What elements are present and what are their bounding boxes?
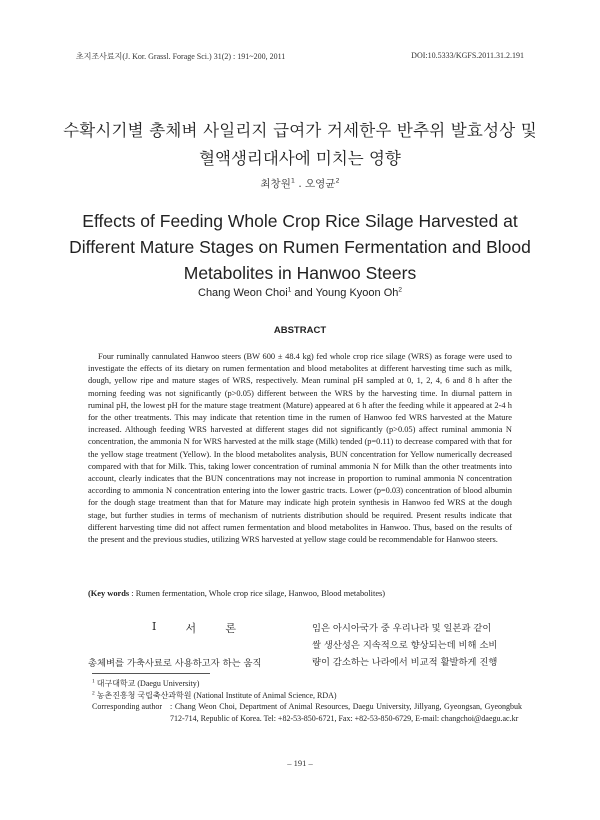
english-title-line-1: Effects of Feeding Whole Crop Rice Silage Harvested at (82, 211, 518, 231)
journal-citation: 초지조사료지(J. Kor. Grassl. Forage Sci.) 31(2) : 191~200, 2011 (76, 52, 286, 61)
running-head (76, 51, 524, 62)
author-separator: . (294, 178, 305, 190)
section-heading-introduction (152, 620, 236, 636)
english-author-1-affil: 1 (287, 286, 292, 294)
footnotes (92, 678, 522, 724)
abstract-heading: ABSTRACT (273, 325, 327, 336)
english-author-1: Chang Weon Choi (198, 287, 288, 299)
body-right-line-1: 임은 아시아국가 중 우리나라 및 일본과 같이 (312, 623, 492, 634)
section-numeral: Ⅰ (152, 620, 157, 633)
korean-author-2-affil: 2 (335, 176, 340, 185)
author-conjunction: and (291, 287, 316, 299)
keywords-text: Rumen fermentation, Whole crop rice silage, Hanwoo, Blood metabolites) (135, 589, 386, 598)
korean-author-2: 오영균 (305, 178, 336, 190)
english-title-line-3: Metabolites in Hanwoo Steers (183, 263, 417, 283)
footnote-divider (92, 673, 210, 674)
english-author-2-affil: 2 (398, 286, 402, 294)
body-right-line-2: 쌀 생산성은 지속적으로 향상되는데 비해 소비 (312, 640, 498, 651)
english-authors (0, 287, 600, 299)
section-title-char-2: 론 (225, 622, 236, 635)
korean-author-1: 최창원 (260, 178, 291, 190)
page-number: – 191 – (287, 758, 313, 768)
english-title-line-2: Different Mature Stages on Rumen Fermentation and Blood (69, 237, 531, 257)
korean-authors (0, 176, 600, 191)
doi: DOI:10.5333/KGFS.2011.31.2.191 (411, 51, 524, 60)
body-right-column (312, 620, 518, 671)
keywords-separator: : (129, 589, 136, 598)
footnote-2-mark: 2 (92, 689, 95, 696)
section-title-char-1: 서 (185, 622, 197, 635)
english-author-2: Young Kyoon Oh (315, 287, 399, 299)
keywords-label: (Key words (88, 589, 130, 598)
footnote-1-text: 대구대학교 (Daegu University) (96, 679, 200, 688)
corresponding-author-label: Corresponding author (92, 702, 162, 712)
corresponding-author-details: : Chang Weon Choi, Department of Animal Resources, Daegu University, Jillyang, Gyeongsan, Gyeongbuk 712-714, Republic of Korea. Tel: +82-53-850-6721, Fax: +82-53-850-6729, E-mail: changchoi@daegu.ac.kr (170, 702, 522, 723)
footnote-2-text: 농촌진흥청 국립축산과학원 (National Institute of Animal Science, RDA) (96, 690, 337, 700)
korean-title-line-2: 혈액생리대사에 미치는 영향 (199, 149, 401, 168)
keywords (88, 589, 528, 598)
body-right-line-3: 량이 감소하는 나라에서 비교적 활발하게 진행 (312, 657, 498, 668)
korean-author-1-affil: 1 (290, 176, 295, 185)
footnote-2 (92, 690, 522, 702)
footnote-1 (92, 678, 522, 690)
korean-title-line-1: 수확시기별 총체벼 사일리지 급여가 거세한우 반추위 발효성상 및 (63, 121, 537, 140)
abstract-body: Four ruminally cannulated Hanwoo steers (BW 600 ± 48.4 kg) fed whole crop rice silage (WRS) as forage were used to investigate the effects of its dietary on rumen fermentation and blood metabolites at different harvesting time such as milk, dough, yellow ripe and mature stages of WRS, respectively. Mean ruminal pH sampled at 0, 1, 2, 4, 6 and 8 h after the morning feeding was not significantly (p>0.05) different between the WRS by the harvesting time. In diurnal pattern in ruminal pH, the lowest pH for the mature stage treatment (Mature) appeared at 6 h after the feeding while it appeared at 2-4 h for the other treatments. This may indicate that retention time in the rumen of Hanwoo fed WRS harvested at the Mature increased. Although feeding WRS harvested at different stages did not significantly (p>0.05) affect ruminal ammonia N concentration, the ammonia N for WRS harvested at the milk stage (Milk) tended (p=0.11) to decrease compared with that for the yellow stage treatment (Yellow). In the blood metabolites analysis, BUN concentration for Yellow numerically decreased compared with that for Milk. This, taking lower concentration of ruminal ammonia N for Milk than the other treatments into account, clearly indicates that the BUN concentrations may not increase in proportion to ruminal ammonia N concentration according to ammonia N concentration entering into the lower gastric tracts. Lower (p=0.03) concentration of blood albumin for the dough stage treatment than that for Mature may indicate high protein synthesis in Hanwoo fed WRS at the dough stage, but further studies in terms of mechanism of nutrients distribution should be required. Present results indicate that different harvesting time did not affect rumen fermentation and blood metabolites in Hanwoo. Thus, based on the results of the present and the previous studies, utilizing WRS harvested at yellow stage could be recommendable for Hanwoo steers. (88, 352, 512, 545)
corresponding-author (92, 701, 522, 724)
body-left-line-1: 총체벼를 가축사료로 사용하고자 하는 움직 (88, 658, 262, 669)
footnote-1-mark: 1 (92, 678, 95, 685)
